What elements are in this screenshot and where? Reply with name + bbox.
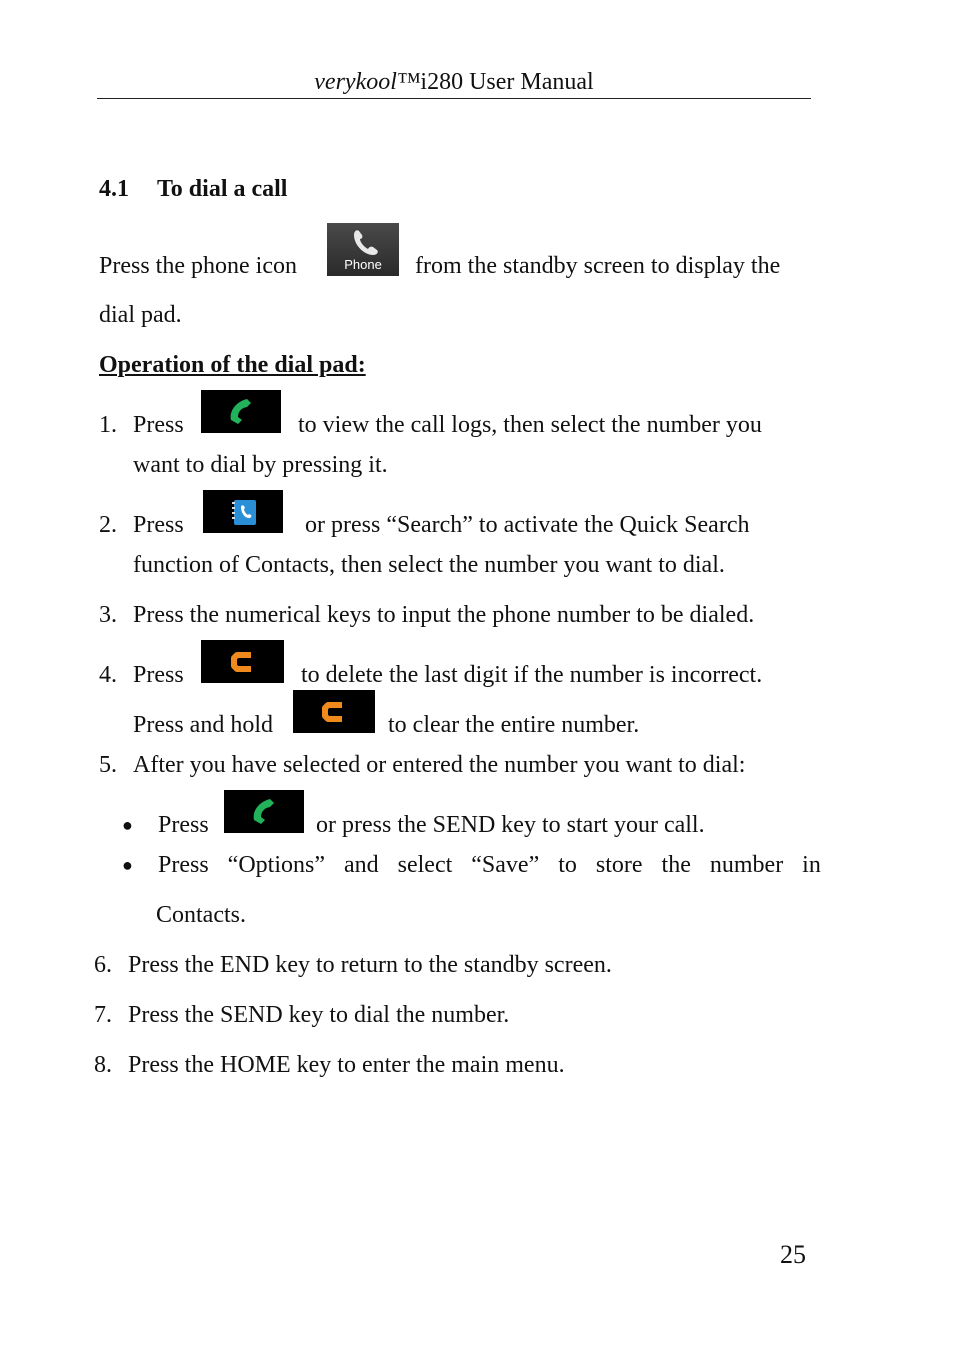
bullet-text: Press “Options” and select “Save” to store the number in: [158, 852, 821, 878]
step-text: to view the call logs, then select the number you: [298, 412, 762, 438]
section-number: 4.1: [99, 176, 129, 202]
step-text: Press the END key to return to the standby screen.: [128, 952, 612, 978]
page-number: 25: [780, 1240, 806, 1269]
green-handset-icon: [224, 790, 304, 833]
step-number: 8.: [94, 1052, 112, 1078]
step-text: to clear the entire number.: [388, 712, 640, 738]
step-text: Press the HOME key to enter the main menu.: [128, 1052, 565, 1078]
step-number: 3.: [99, 602, 117, 628]
step-text: want to dial by pressing it.: [133, 452, 388, 478]
contacts-book-icon: [203, 490, 283, 533]
step-number: 4.: [99, 662, 117, 688]
header-rule: [97, 98, 811, 99]
section-title: To dial a call: [157, 176, 288, 202]
bullet-mark: ●: [122, 855, 133, 875]
bullet-mark: ●: [122, 815, 133, 835]
running-header: [0, 68, 908, 96]
bullet-text: or press the SEND key to start your call.: [316, 812, 705, 838]
intro-text-line2: dial pad.: [99, 302, 182, 328]
intro-text-end: from the standby screen to display the: [415, 253, 781, 279]
step-text: Press the numerical keys to input the phone number to be dialed.: [133, 602, 755, 628]
phone-icon-label: Phone: [344, 257, 382, 272]
step-text: After you have selected or entered the number you want to dial:: [133, 752, 746, 778]
step-text: or press “Search” to activate the Quick Search: [305, 512, 750, 538]
step-text: to delete the last digit if the number is incorrect.: [301, 662, 763, 688]
step-text: function of Contacts, then select the number you want to dial.: [133, 552, 725, 578]
step-text: Press: [133, 412, 184, 438]
step-number: 6.: [94, 952, 112, 978]
step-text: Press the SEND key to dial the number.: [128, 1002, 510, 1028]
phone-app-icon: [327, 223, 399, 276]
subheading-operation: Operation of the dial pad:: [99, 352, 366, 378]
orange-c-clear-icon: [201, 640, 284, 683]
manual-title: i280 User Manual: [420, 69, 594, 95]
orange-c-clear-icon: [293, 690, 375, 733]
step-text: Press: [133, 662, 184, 688]
step-number: 5.: [99, 752, 117, 778]
intro-text-start: Press the phone icon: [99, 253, 297, 279]
step-number: 1.: [99, 412, 117, 438]
step-number: 2.: [99, 512, 117, 538]
green-handset-icon: [201, 390, 281, 433]
brand-name: verykool™: [314, 69, 421, 95]
step-text: Press and hold: [133, 712, 273, 738]
bullet-text: Contacts.: [156, 902, 246, 928]
bullet-text: Press: [158, 812, 209, 838]
step-number: 7.: [94, 1002, 112, 1028]
step-text: Press: [133, 512, 184, 538]
